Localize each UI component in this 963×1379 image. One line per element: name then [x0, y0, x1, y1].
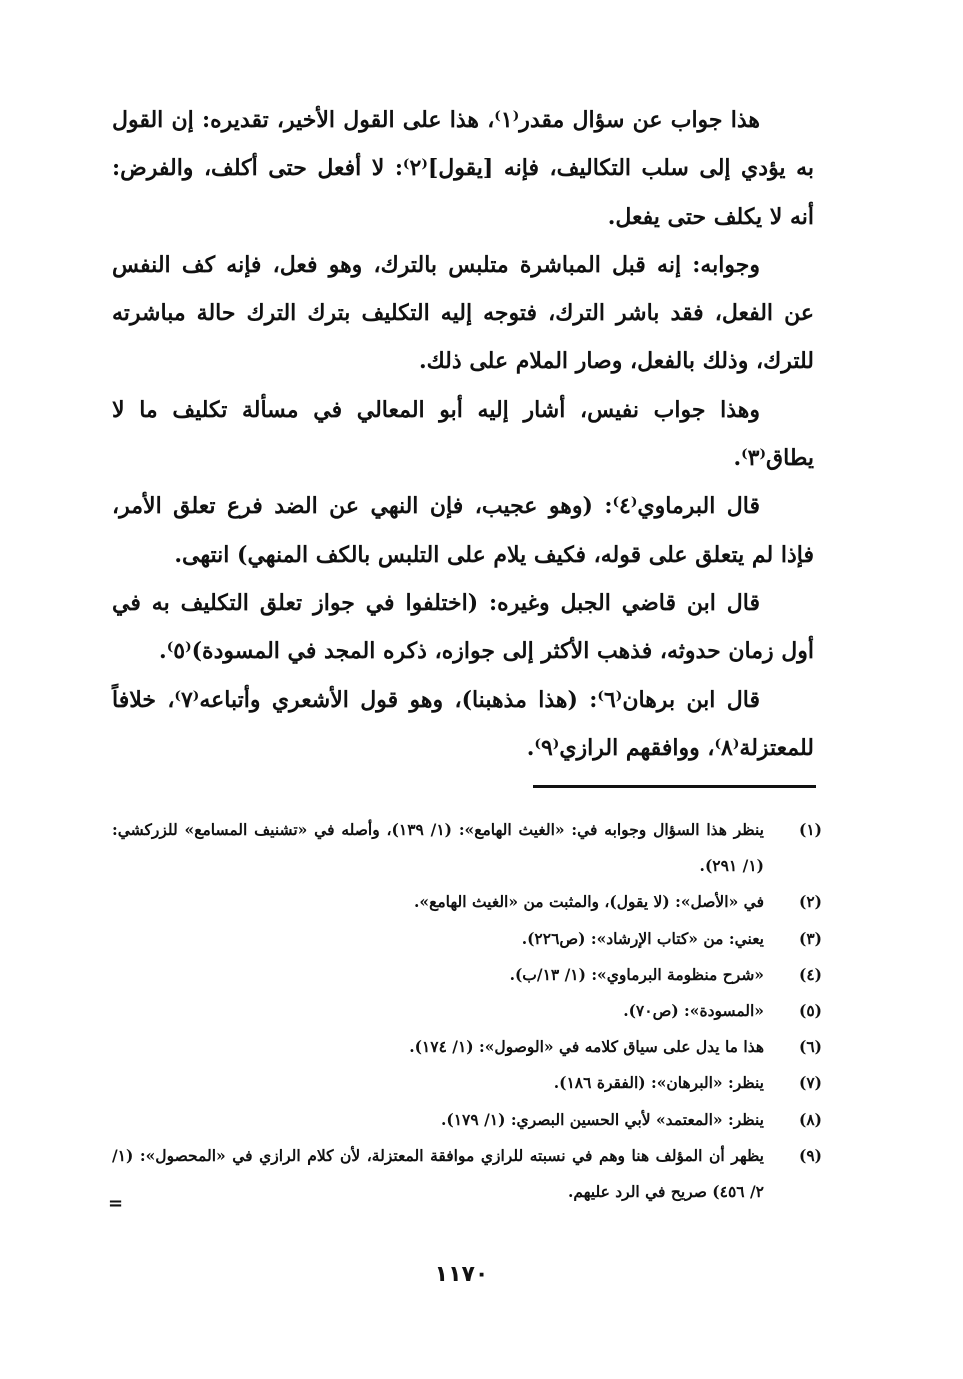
footnote-number: (٤) [798, 964, 822, 984]
paragraph: وهذا جواب نفيس، أشار إليه أبو المعالي في مسألة تكليف ما لا يطاق⁽٣⁾. [112, 396, 814, 472]
footnote [112, 1065, 822, 1101]
footnote-text: ينظر: «البرهان»: (الفقرة ١٨٦). [553, 1073, 764, 1093]
footnote [112, 1138, 822, 1210]
footnote-text: هذا ما يدل على سياق كلامه في «الوصول»: (١/ ١٧٤). [409, 1037, 764, 1057]
footnote-number: (٥) [798, 1001, 822, 1021]
footnote-number: (٩) [798, 1145, 822, 1165]
continued-mark: = [108, 1193, 124, 1214]
paragraph: وجوابه: إنه قبل المباشرة متلبس بالترك، وهو فعل، فإنه كف النفس عن الفعل، فقد باشر الترك، فتوجه إليه التكليف بترك الترك حالة مباشرته للترك، وذلك بالفعل، وصار الملام على ذلك. [112, 251, 814, 375]
footnote-number: (٧) [798, 1073, 822, 1093]
footnote-text: «شرح منظومة البرماوي»: (١/ ١٣/ب). [509, 964, 764, 984]
footnote-divider [533, 785, 816, 788]
footnote-text: ينظر هذا السؤال وجوابه في: «الغيث الهامع»: (١/ ١٣٩)، وأصله في «تشنيف المسامع» للزركشي: (١/ ٢٩١). [112, 820, 765, 876]
paragraph: قال البرماوي⁽٤⁾: (وهو عجيب، فإن النهي عن الضد فرع تعلق الأمر، فإذا لم يتعلق على قوله، فكيف يلام على التلبس بالكف المنهي) انتهى. [112, 493, 814, 568]
footnote [112, 921, 822, 957]
footnote [112, 957, 822, 993]
footnotes [112, 812, 822, 1210]
footnote-number: (٣) [798, 928, 822, 948]
footnote-number: (٨) [798, 1109, 822, 1129]
footnote [112, 812, 822, 884]
main-text [112, 96, 814, 772]
footnote-text: ينظر: «المعتمد» لأبي الحسين البصري: (١/ ١٧٩). [441, 1109, 764, 1129]
footnote-text: «المسودة»: (ص٧٠). [623, 1001, 764, 1021]
paragraph: هذا جواب عن سؤال مقدر⁽١⁾، هذا على القول الأخير، تقديره: إن القول به يؤدي إلى سلب التكاليف، فإنه [يقول]⁽٢⁾: لا أفعل حتى أكلف، والفرض: أنه لا يكلف حتى يفعل. [112, 107, 815, 230]
footnote [112, 1029, 822, 1065]
footnote-number: (٦) [798, 1037, 822, 1057]
footnote-number: (٢) [798, 892, 822, 912]
footnote-text: في «الأصل»: (لا يقول)، والمثبت من «الغيث الهامع». [414, 892, 764, 912]
paragraph: قال ابن برهان⁽٦⁾: (هذا مذهبنا)، وهو قول الأشعري وأتباعه⁽٧⁾، خلافاً للمعتزلة⁽٨⁾، ووافقهم الرازي⁽٩⁾. [112, 686, 814, 761]
footnote-number: (١) [798, 820, 822, 839]
footnote [112, 884, 822, 920]
footnote-text: يظهر أن المؤلف هنا وهم في نسبته للرازي موافقة المعتزلة، لأن كلام الرازي في «المحصول»: (١/ ٢/ ٤٥٦) صريح في الرد عليهم. [112, 1145, 764, 1202]
footnote [112, 1102, 822, 1138]
page-number: ١١٧٠ [434, 1262, 489, 1287]
footnote [112, 993, 822, 1029]
paragraph: قال ابن قاضي الجبل وغيره: (اختلفوا في جواز تعلق التكليف به في أول زمان حدوثه، فذهب الأكثر إلى جوازه، ذكره المجد في المسودة)⁽٥⁾. [112, 589, 814, 665]
footnote-text: يعني: من «كتاب الإرشاد»: (ص٢٢٦). [521, 928, 764, 948]
